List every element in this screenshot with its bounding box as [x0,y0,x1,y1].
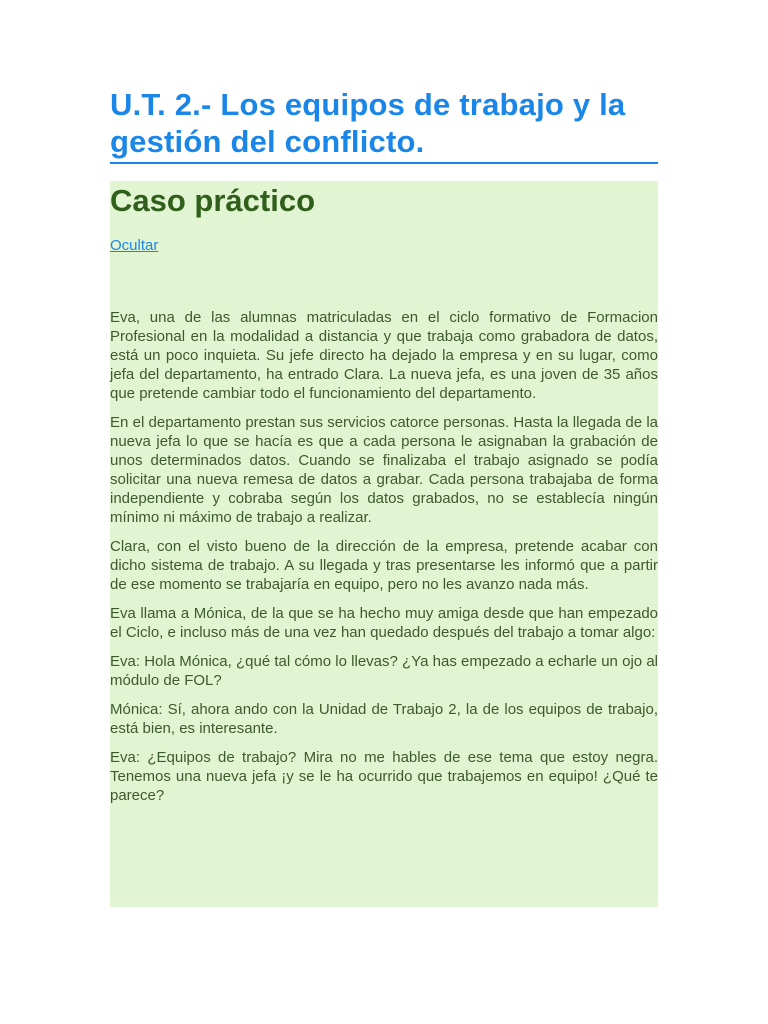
dialogue-line: Eva: ¿Equipos de trabajo? Mira no me hables de ese tema que estoy negra. Tenemos una nueva jefa ¡y se le ha ocurrido que trabajemos en equipo! ¿Qué te parece? [110,749,658,804]
dialogue-line: Mónica: Sí, ahora ando con la Unidad de Trabajo 2, la de los equipos de trabajo, está bien, es interesante. [110,701,658,737]
case-study-content [110,308,658,815]
title-divider [110,162,658,164]
paragraph-department: En el departamento prestan sus servicios catorce personas. Hasta la llegada de la nueva jefa lo que se hacía es que a cada persona le asignaban la grabación de unos determinados datos. Cuando se finalizaba el trabajo asignado se podía solicitar una nueva remesa de datos a grabar. Cada persona trabajaba de forma independiente y cobraba según los datos grabados, no se establecía ningún mínimo ni máximo de trabajo a realizar. [110,414,658,526]
dialogue-line: Eva: Hola Mónica, ¿qué tal cómo lo llevas? ¿Ya has empezado a echarle un ojo al módulo de FOL? [110,653,658,689]
paragraph-intro: Eva, una de las alumnas matriculadas en el ciclo formativo de Formacion Profesional en la modalidad a distancia y que trabaja como grabadora de datos, está un poco inquieta. Su jefe directo ha dejado la empresa y en su lugar, como jefa del departamento, ha entrado Clara. La nueva jefa, es una joven de 35 años que pretende cambiar todo el funcionamiento del departamento. [110,309,658,402]
paragraph-call: Eva llama a Mónica, de la que se ha hecho muy amiga desde que han empezado el Ciclo, e incluso más de una vez han quedado después del trabajo a tomar algo: [110,605,658,641]
case-study-title: Caso práctico [110,183,316,218]
hide-toggle-link[interactable]: Ocultar [110,237,159,254]
page-title: U.T. 2.- Los equipos de trabajo y la gestión del conflicto. [110,87,626,159]
paragraph-clara: Clara, con el visto bueno de la dirección de la empresa, pretende acabar con dicho sistema de trabajo. A su llegada y tras presentarse les informó que a partir de ese momento se trabajaría en equipo, pero no les avanzo nada más. [110,538,658,593]
